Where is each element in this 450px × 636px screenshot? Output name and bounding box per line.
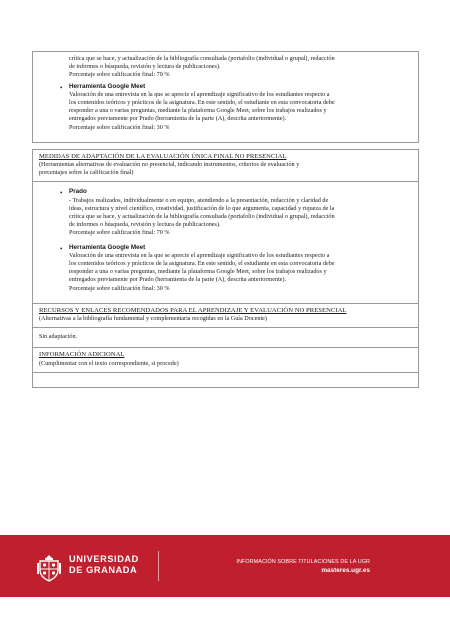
section-subheading: (Alternativas a la bibliografía fundamental y complementaria recogidas en la Guía Docente) [39,315,267,323]
university-logo-text [69,554,139,576]
ugr-crest-icon [36,554,62,582]
text-line: Porcentaje sobre calificación final: 70 % [69,71,170,79]
list-item [39,244,412,293]
resources-header [32,304,419,328]
section-heading: MEDIDAS DE ADAPTACIÓN DE LA EVALUACIÓN ÚNICA FINAL NO PRESENCIAL [39,152,287,160]
tool-title: Prado [69,188,87,196]
text-line: entregados previamente por Prado (herramienta de la parte (A), descrita anteriormente). [69,115,287,123]
section-heading: INFORMACIÓN ADICIONAL [39,351,125,359]
text-line: ideas, estructura y nivel científico, creatividad, justificación de lo que argumenta, capacidad y riqueza de la [69,204,335,212]
prado-continued-text [39,55,412,80]
resources-body [32,328,419,348]
bullet-icon: • [60,189,63,198]
text-line: Porcentaje sobre calificación final: 30 % [69,123,170,131]
section-body-text: Sin adaptación. [39,333,78,341]
text-line: los contenidos teóricos y prácticos de la asignatura. En este sentido, el estudiante en esta convocatoria debe [69,99,335,107]
university-name-line: DE GRANADA [69,565,138,575]
section-heading: RECURSOS Y ENLACES RECOMENDADOS PARA EL APRENDIZAJE Y EVALUACIÓN NO PRESENCIAL [39,306,347,314]
text-line: Porcentaje sobre calificación final: 70 % [69,229,170,237]
text-line: los contenidos teóricos y prácticos de la asignatura. En este sentido, el estudiante en esta convocatoria debe [69,260,335,268]
bullet-icon: • [60,83,63,92]
section-subheading: porcentajes sobre la calificación final) [39,169,134,177]
bullet-icon: • [60,244,63,253]
additional-info-body [32,373,419,388]
text-line: responder a una o varias preguntas, mediante la plataforma Google Meet, sobre los trabajos realizados y [69,107,327,115]
tool-title: Herramienta Google Meet [69,82,146,90]
footer-info-title: INFORMACIÓN SOBRE TITULACIONES DE LA UGR [236,559,370,565]
text-line: responder a una o varias preguntas, mediante la plataforma Google Meet, sobre los trabajos realizados y [69,268,327,276]
footer-divider [158,551,159,581]
additional-info-header [32,348,419,372]
text-line: entregados previamente por Prado (herramienta de la parte (A), descrita anteriormente). [69,276,287,284]
adaptation-measures-body [32,182,419,303]
text-line: crítica que se hace, y actualización de la bibliografía consultada (portafolio (individual o grupal), redacción [69,213,335,221]
text-line: Valoración de una entrevista en la que se aprecie el aprendizaje significativo de los estudiantes respecto a [69,251,330,259]
adaptation-measures-header [32,149,419,183]
section-subheading: (Herramientas alternativas de evaluación no presencial, indicando instrumentos, criterios de evaluación y [39,161,300,169]
list-item [39,83,412,132]
university-name-line: UNIVERSIDAD [69,554,139,564]
document-sheet [32,51,419,388]
text-line: Porcentaje sobre calificación final: 30 % [69,284,170,292]
text-line: crítica que se hace, y actualización de la bibliografía consultada (portafolio (individual o grupal), redacción [69,55,335,62]
text-line: de informes o búsqueda, revisión y lectura de publicaciones). [69,63,221,71]
evaluation-tools-continued [32,51,419,143]
section-subheading: (Cumplimentar con el texto correspondiente, si procede) [39,359,179,367]
text-line: - Trabajos realizados, individualmente o en equipo, atendiendo a la presentación, redacción y claridad de [69,196,329,204]
footer-info-link[interactable]: masteres.ugr.es [321,567,370,574]
tool-title: Herramienta Google Meet [69,243,146,251]
text-line: de informes o búsqueda, revisión y lectura de publicaciones). [69,221,221,229]
footer-banner [0,535,450,597]
text-line: Valoración de una entrevista en la que se aprecie el aprendizaje significativo de los estudiantes respecto a [69,90,330,98]
list-item [39,188,412,237]
